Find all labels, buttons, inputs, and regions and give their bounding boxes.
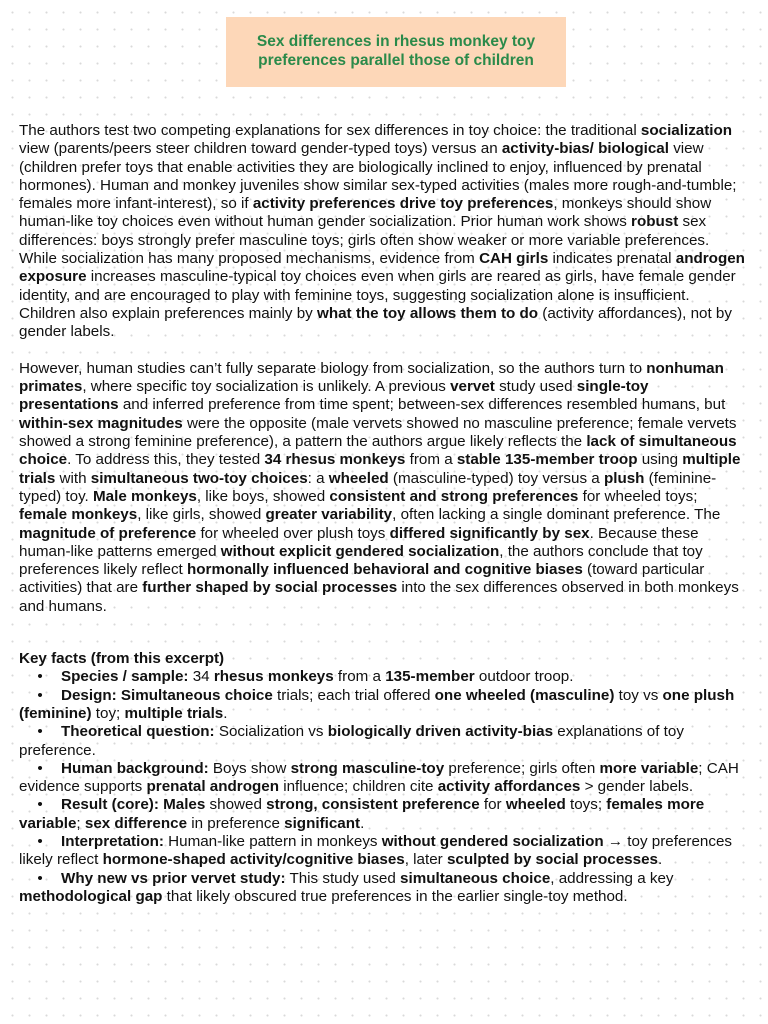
bold-text: activity affordances (437, 778, 581, 796)
key-fact-item (19, 833, 749, 870)
bold-text: Design: Simultaneous choice (61, 686, 273, 704)
bold-text: stable 135-member troop (456, 451, 638, 469)
text-run: for wheeled toys; (578, 487, 698, 505)
text-run: that likely obscured true preferences in the earlier single-toy method. (162, 887, 628, 905)
bold-text: Male monkeys (93, 487, 197, 505)
text-run: view (children prefer toys that enable activities they are biologically inclined to enjoy, influenced by prenatal hormones). Human and monkey juveniles show similar sex-typed activities (males more rough-and-tumble; females more infant-interest), so if (19, 140, 737, 213)
bold-text: more variable (599, 759, 699, 777)
key-fact-item (19, 687, 749, 724)
text-run: were the opposite (male vervets showed no masculine preference; female vervets showed a strong feminine preference), a pattern the authors argue likely reflects the (19, 414, 737, 451)
text-run: (masculine-typed) toy versus a (388, 469, 604, 487)
bullet-icon: • (37, 723, 43, 741)
bold-text: 34 rhesus monkeys (264, 451, 406, 469)
bold-text: Human background: (61, 759, 209, 777)
text-run: : a (307, 469, 329, 487)
key-fact-item (19, 760, 749, 797)
bold-text: Species / sample: (61, 668, 189, 686)
bold-text: socialization (640, 122, 733, 139)
text-run: , like boys, showed (196, 487, 330, 505)
key-facts-list (19, 668, 749, 906)
key-facts-heading: Key facts (from this excerpt) (19, 650, 225, 668)
key-fact-item (19, 870, 749, 907)
text-run: outdoor troop. (474, 668, 574, 686)
key-fact-item (19, 796, 749, 833)
text-run: increases masculine-typical toy choices even when girls are reared as girls, have female gender identity, and are encouraged to play with feminine toys, suggesting socialization alone is insufficient. Children also explain preferences mainly by (19, 268, 736, 322)
bullet-icon: • (37, 686, 43, 704)
text-run: 34 (188, 668, 214, 686)
text-run: . (360, 814, 365, 832)
bold-text: significant (284, 814, 361, 832)
text-run: toy vs (614, 686, 663, 704)
bold-text: within-sex magnitudes (19, 414, 183, 432)
text-run: . (223, 704, 228, 722)
text-run: , where specific toy socialization is unlikely. A previous (82, 378, 451, 396)
bold-text: activity preferences drive toy preferences (252, 195, 554, 213)
text-run: However, human studies can’t fully separate biology from socialization, so the authors turn to (19, 359, 647, 377)
text-run: indicates prenatal (548, 250, 676, 268)
text-run: (activity affordances), not by gender labels. (19, 304, 732, 341)
text-run: view (parents/peers steer children toward gender-typed toys) versus an (19, 140, 502, 158)
text-run: Human-like pattern in monkeys (163, 832, 382, 850)
text-run: ; CAH evidence supports (19, 759, 739, 796)
bold-text: further shaped by social processes (142, 579, 398, 597)
bold-text: one wheeled (masculine) (434, 686, 615, 704)
text-run: explanations of toy preference. (19, 723, 684, 759)
text-run: , later (404, 851, 447, 869)
text-run: influence; children cite (279, 778, 438, 796)
intro-paragraph (19, 122, 749, 342)
text-run: preference; girls often (444, 759, 600, 777)
bold-text: biologically driven activity-bias (327, 723, 554, 741)
bold-text: prenatal androgen (146, 778, 279, 796)
text-run: from a (405, 451, 457, 469)
bold-text: plush (603, 469, 645, 487)
bold-text: methodological gap (19, 887, 163, 905)
bold-text: strong, consistent preference (266, 796, 480, 814)
bold-text: multiple trials (124, 704, 224, 722)
text-run: and inferred preference from time spent; between-sex differences resembled humans, but (118, 396, 726, 414)
bold-text: hormonally influenced behavioral and cognitive biases (186, 561, 583, 579)
text-run: into the sex differences observed in both monkeys and humans. (19, 579, 739, 615)
page-title: Sex differences in rhesus monkey toy preferences parallel those of children (256, 33, 536, 69)
text-run: ; (76, 814, 85, 832)
bold-text: one plush (feminine) (19, 686, 735, 722)
document-body (19, 122, 749, 906)
bold-text: magnitude of preference (19, 524, 197, 542)
text-run: . (657, 851, 663, 869)
bold-text: greater variability (265, 506, 393, 524)
text-run: , monkeys should show human-like toy choices even without human gender socialization. Prior human work shows (19, 195, 712, 231)
bullet-icon: • (37, 668, 43, 686)
text-run: in preference (187, 814, 285, 832)
bold-text: robust (631, 213, 679, 231)
bold-text: nonhuman primates (19, 359, 724, 396)
text-run: toy; (91, 704, 125, 722)
bold-text: consistent and strong preferences (329, 487, 579, 505)
bold-text: hormone-shaped activity/cognitive biases (102, 851, 405, 869)
bullet-icon: • (37, 832, 43, 850)
bold-text: rhesus monkeys (213, 668, 334, 686)
text-run: trials; each trial offered (272, 686, 435, 704)
bold-text: what the toy allows them to do (317, 304, 539, 322)
text-run: for wheeled over plush toys (196, 524, 390, 542)
text-run: . Because these human-like patterns emerged (19, 524, 699, 560)
text-run: Socialization vs (214, 723, 328, 741)
text-run: from a (333, 668, 386, 686)
bold-text: multiple trials (19, 451, 741, 487)
text-run: Boys show (208, 759, 291, 777)
bullet-icon: • (37, 869, 43, 887)
bold-text: simultaneous choice (400, 869, 551, 887)
bullet-icon: • (37, 759, 43, 777)
bold-text: Theoretical question: (61, 723, 215, 741)
bold-text: females more variable (19, 796, 705, 832)
bold-text: female monkeys (19, 506, 138, 524)
bold-text: activity-bias/ biological (501, 140, 669, 158)
text-run: , like girls, showed (137, 506, 266, 524)
text-run: , the authors conclude that toy preferences likely reflect (19, 542, 703, 579)
text-run: This study used (285, 869, 401, 887)
text-run: (feminine-typed) toy. (19, 469, 717, 505)
bullet-icon: • (37, 796, 43, 814)
bold-text: CAH girls (479, 250, 549, 268)
text-run: for (479, 796, 506, 814)
text-run: , often lacking a single dominant preference. The (392, 506, 721, 524)
text-run: (toward particular activities) that are (19, 561, 705, 597)
bold-text: Interpretation: (61, 832, 164, 850)
bold-text: sex difference (84, 814, 188, 832)
text-run: with (55, 469, 91, 487)
text-run: The authors test two competing explanations for sex differences in toy choice: the traditional (19, 122, 641, 139)
text-run: → toy preferences likely reflect (19, 832, 732, 869)
text-run: study used (494, 378, 577, 396)
text-run: . To address this, they tested (67, 451, 265, 469)
bold-text: 135-member (385, 668, 475, 686)
bold-text: androgen exposure (19, 250, 745, 286)
bold-text: wheeled (505, 796, 566, 814)
bold-text: without gendered socialization (381, 832, 604, 850)
text-run: showed (205, 796, 267, 814)
text-run: , addressing a key (550, 869, 674, 887)
bold-text: single-toy presentations (19, 378, 649, 414)
bold-text: Result (core): Males (61, 796, 206, 814)
bold-text: strong masculine-toy (290, 759, 445, 777)
bold-text: sculpted by social processes (446, 851, 658, 869)
title-box (226, 17, 566, 87)
study-paragraph (19, 360, 749, 616)
text-run: > gender labels. (580, 778, 694, 796)
bold-text: wheeled (328, 469, 389, 487)
text-run: using (637, 451, 683, 469)
bold-text: Why new vs prior vervet study: (61, 869, 286, 887)
text-run: sex differences: boys strongly prefer masculine toys; girls often show weaker or more variable preferences. While socialization has many proposed mechanisms, evidence from (19, 213, 710, 268)
key-fact-item (19, 723, 749, 760)
bold-text: vervet (450, 378, 495, 396)
bold-text: without explicit gendered socialization (220, 542, 500, 560)
bold-text: simultaneous two-toy choices (90, 469, 308, 487)
bold-text: differed significantly by sex (389, 524, 590, 542)
bold-text: lack of simultaneous choice (19, 433, 737, 469)
text-run: toys; (565, 796, 607, 814)
key-fact-item (19, 668, 749, 686)
